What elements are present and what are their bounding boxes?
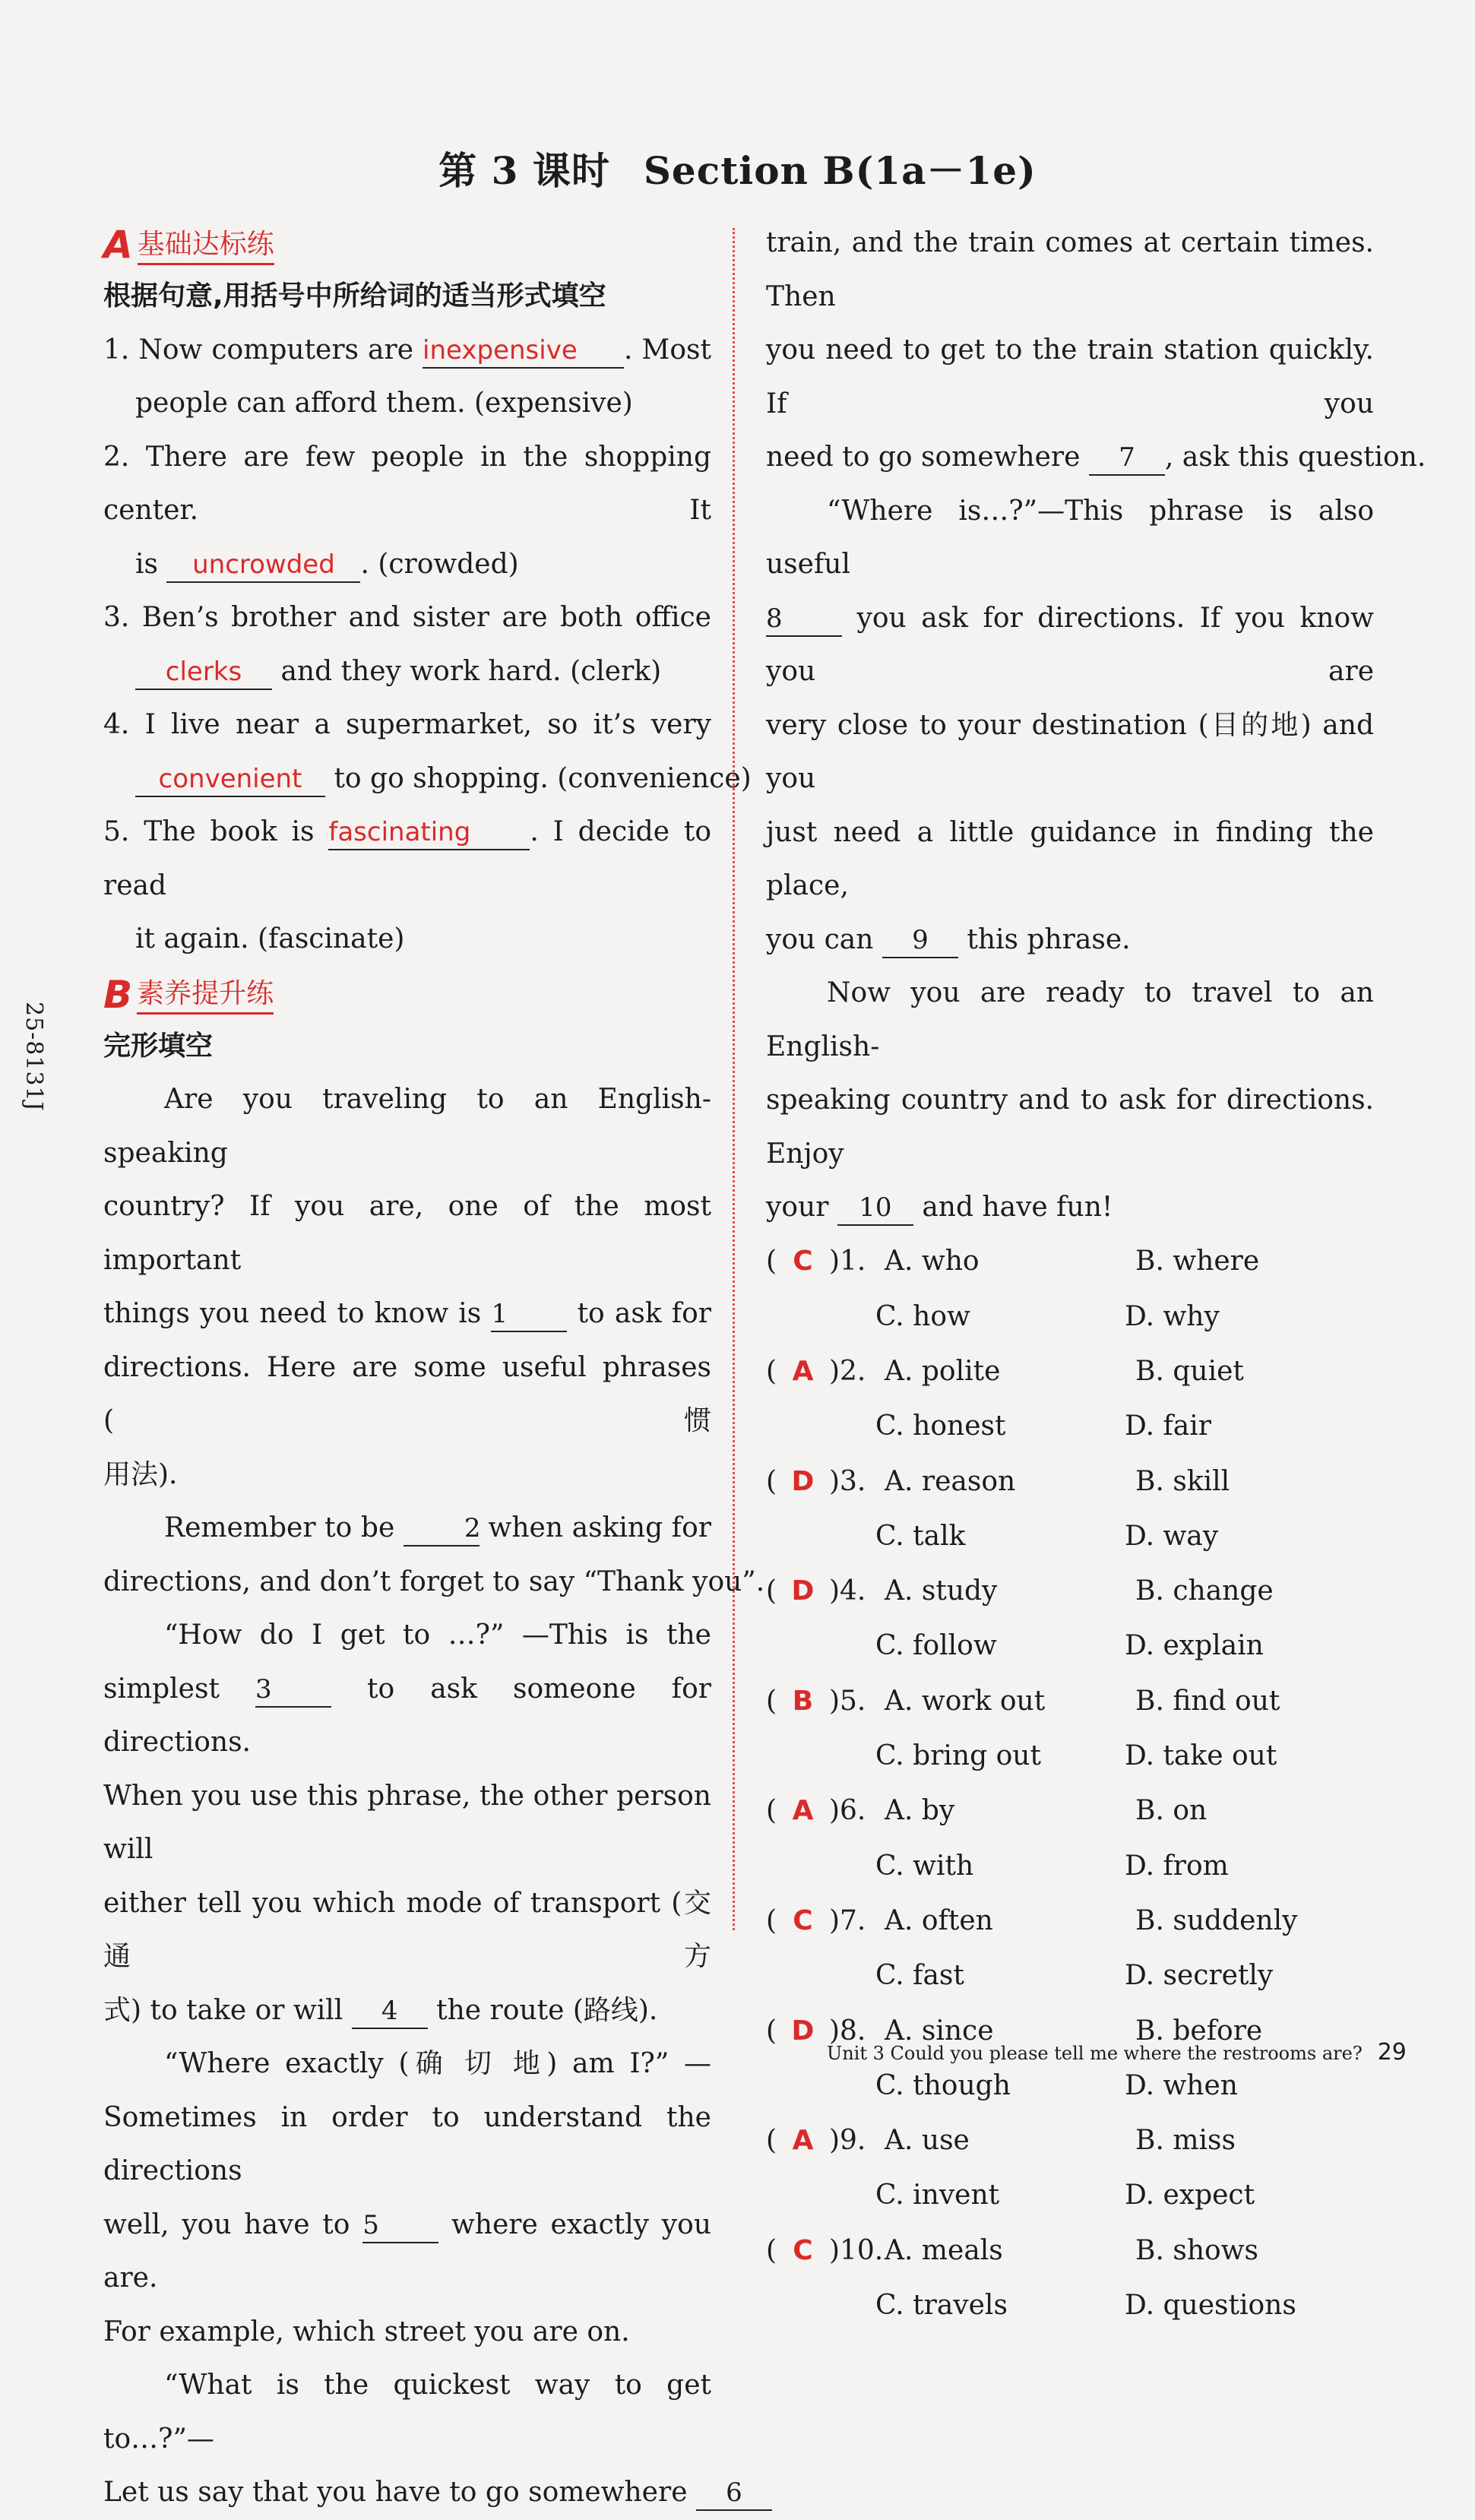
passage-line: 用法).	[103, 1458, 178, 1490]
chosen-answer: A	[792, 1355, 814, 1387]
column-divider	[733, 228, 735, 1930]
section-b-instruction: 完形填空	[103, 1030, 214, 1062]
option-a: A. use	[885, 2125, 970, 2157]
section-a-header	[103, 217, 711, 270]
option-c: C. with	[875, 1850, 974, 1882]
cloze-blank-10: 10	[837, 1191, 913, 1226]
footer-unit-title: Unit 3 Could you please tell me where the restrooms are?	[827, 2043, 1363, 2064]
option-a: A. study	[885, 1575, 998, 1607]
chosen-answer: C	[793, 1246, 813, 1277]
section-b-letter: B	[103, 972, 133, 1017]
answer-blank-2: uncrowded	[166, 548, 360, 583]
passage-line: Now you are ready to travel to an English-	[766, 977, 1374, 1062]
answer-bracket: ( A )9.	[766, 2114, 880, 2168]
option-b: B. before	[1135, 2015, 1263, 2047]
passage-line: either tell you which mode of transport (交通方	[103, 1887, 711, 1972]
passage-line: Sometimes in order to understand the directions	[103, 2101, 711, 2186]
passage-line: your 10 and have fun!	[766, 1181, 1374, 1235]
question-number: 6.	[840, 1795, 866, 1827]
passage-line: very close to your destination (目的地) and you	[766, 709, 1374, 794]
passage-line: train, and the train comes at certain times. Then	[766, 227, 1374, 312]
passage-line: 8 you ask for directions. If you know you are	[766, 602, 1374, 687]
chosen-answer: B	[792, 1685, 814, 1717]
option-d: D. fair	[1125, 1410, 1211, 1442]
answer-bracket: ( D )3.	[766, 1455, 880, 1509]
chosen-answer: C	[793, 1904, 813, 1936]
question-number: 10.	[840, 2234, 884, 2266]
choice-question-row2	[766, 2059, 1374, 2113]
passage-line: you can 9 this phrase.	[766, 913, 1374, 967]
passage-line: “What is the quickest way to get to…?”—	[103, 2370, 711, 2455]
option-a: A. reason	[885, 1465, 1016, 1497]
option-b: B. shows	[1135, 2234, 1258, 2266]
question-number: 4.	[840, 1575, 866, 1607]
option-b: B. find out	[1135, 1685, 1280, 1717]
option-c: C. honest	[875, 1410, 1006, 1442]
choice-question-row2	[766, 1949, 1374, 2003]
passage-line: things you need to know is 1 to ask for	[103, 1287, 711, 1341]
option-d: D. questions	[1125, 2290, 1296, 2322]
option-b: B. on	[1135, 1795, 1208, 1827]
question-number: 7.	[840, 1904, 866, 1936]
answer-bracket: ( C )1.	[766, 1235, 880, 1289]
option-a: A. work out	[885, 1685, 1046, 1717]
option-b: B. where	[1135, 1246, 1260, 1277]
passage-line: speaking country and to ask for directions. Enjoy	[766, 1084, 1374, 1170]
option-a: A. polite	[885, 1355, 1001, 1387]
passage-line: country? If you are, one of the most important	[103, 1191, 711, 1276]
section-b-header	[103, 967, 711, 1020]
passage-line: directions. Here are some useful phrases (惯	[103, 1351, 711, 1436]
option-d: D. expect	[1125, 2180, 1255, 2211]
option-a: A. meals	[885, 2234, 1003, 2266]
cloze-blank-1: 1	[491, 1297, 567, 1332]
page-title	[0, 141, 1475, 195]
section-name: Section B(1a－1e)	[643, 148, 1037, 193]
option-b: B. miss	[1135, 2125, 1236, 2157]
choice-question	[766, 1455, 1374, 1509]
passage-line: For example, which street you are on.	[103, 2316, 630, 2347]
passage-line: Are you traveling to an English-speaking	[103, 1084, 711, 1169]
option-c: C. travels	[875, 2290, 1008, 2322]
chosen-answer: A	[792, 2125, 814, 2157]
choice-question	[766, 2113, 1374, 2168]
choice-question	[766, 1235, 1374, 1290]
option-c: C. though	[875, 2069, 1011, 2101]
question-number: 5.	[840, 1685, 866, 1717]
choice-question-row2	[766, 2169, 1374, 2224]
option-b: B. suddenly	[1135, 1904, 1298, 1936]
passage-line: simplest 3 to ask someone for directions.	[103, 1673, 711, 1758]
answer-blank-3: clerks	[135, 655, 272, 690]
cloze-blank-2: 2	[404, 1512, 480, 1547]
option-a: A. since	[885, 2015, 994, 2047]
option-d: D. why	[1125, 1300, 1220, 1332]
question-1-line2: people can afford them. (expensive)	[135, 388, 633, 419]
choice-question-row2	[766, 1729, 1374, 1784]
section-a-letter: A	[103, 222, 133, 267]
option-d: D. way	[1125, 1520, 1219, 1552]
option-c: C. invent	[875, 2180, 1000, 2211]
passage-line: directions, and don’t forget to say “Thank you”.	[103, 1566, 765, 1597]
question-4: 4. I live near a supermarket, so it’s very	[103, 709, 711, 740]
answer-bracket: ( B )5.	[766, 1675, 880, 1729]
option-d: D. when	[1125, 2069, 1238, 2101]
choice-question-row2	[766, 1839, 1374, 1894]
answer-bracket: ( D )8.	[766, 2005, 880, 2059]
passage-line: need to go somewhere 7 , ask this question.	[766, 431, 1374, 485]
choice-question	[766, 1564, 1374, 1619]
cloze-blank-7: 7	[1089, 441, 1165, 476]
choice-question	[766, 1894, 1374, 1949]
passage-line: “Where is…?”—This phrase is also useful	[766, 495, 1374, 580]
page-number: 29	[1377, 2039, 1407, 2066]
option-c: C. follow	[875, 1630, 997, 1662]
section-a-label: 基础达标练	[138, 229, 274, 265]
passage-line: 式) to take or will 4 the route (路线).	[103, 1984, 711, 2038]
passage-line: you need to get to the train station quickly. If you	[766, 334, 1374, 419]
cloze-blank-8: 8	[766, 602, 842, 637]
choice-question-row2	[766, 1290, 1374, 1344]
option-d: D. secretly	[1125, 1960, 1274, 1992]
question-number: 8.	[840, 2015, 866, 2047]
chosen-answer: D	[791, 1575, 815, 1607]
option-d: D. take out	[1125, 1740, 1277, 1772]
passage-line: just need a little guidance in finding the place,	[766, 816, 1374, 901]
choice-question	[766, 1784, 1374, 1838]
passage-line: Let us say that you have to go somewhere 6	[103, 2466, 711, 2520]
question-3: 3. Ben’s brother and sister are both office	[103, 602, 711, 633]
cloze-blank-3: 3	[255, 1673, 331, 1708]
choice-question-row2	[766, 1509, 1374, 1564]
option-c: C. talk	[875, 1520, 966, 1552]
question-number: 1.	[840, 1246, 866, 1277]
question-1: 1. Now computers are inexpensive . Most	[103, 324, 711, 378]
option-b: B. skill	[1135, 1465, 1230, 1497]
option-b: B. quiet	[1135, 1355, 1244, 1387]
question-number: 2.	[840, 1355, 866, 1387]
passage-line: “How do I get to …?” —This is the	[164, 1619, 711, 1651]
option-c: C. bring out	[875, 1740, 1041, 1772]
section-a-instruction: 根据句意,用括号中所给词的适当形式填空	[103, 280, 606, 312]
passage-line: “Where exactly (确 切 地) am I?” —	[164, 2048, 711, 2079]
passage-line: When you use this phrase, the other person will	[103, 1780, 711, 1865]
question-number: 9.	[840, 2125, 866, 2157]
option-a: A. by	[885, 1795, 955, 1827]
lesson-number: 第 3 课时	[438, 148, 610, 193]
choice-question-list	[766, 1235, 1374, 2334]
question-4-line2: convenient to go shopping. (convenience)	[103, 752, 711, 806]
choice-question	[766, 1674, 1374, 1729]
question-3-line2: clerks and they work hard. (clerk)	[103, 645, 711, 699]
option-d: D. from	[1125, 1850, 1229, 1882]
answer-bracket: ( A )2.	[766, 1345, 880, 1399]
answer-bracket: ( C )10.	[766, 2224, 880, 2278]
option-c: C. fast	[875, 1960, 964, 1992]
choice-question	[766, 2224, 1374, 2278]
answer-blank-5: fascinating	[328, 815, 530, 850]
passage-line: Remember to be 2 when asking for	[103, 1502, 711, 1556]
cloze-blank-4: 4	[352, 1994, 428, 2029]
cloze-blank-5: 5	[362, 2208, 438, 2243]
option-a: A. who	[885, 1246, 980, 1277]
choice-question-row2	[766, 2278, 1374, 2333]
question-number: 3.	[840, 1465, 866, 1497]
option-b: B. change	[1135, 1575, 1274, 1607]
left-column	[103, 217, 765, 2520]
choice-question-row2	[766, 1399, 1374, 1454]
side-code: 25-8131J	[21, 1002, 47, 1112]
answer-blank-4: convenient	[135, 762, 325, 797]
page-footer	[827, 2039, 1407, 2066]
choice-question	[766, 1344, 1374, 1399]
question-2: 2. There are few people in the shopping center. It	[103, 441, 711, 526]
option-c: C. how	[875, 1300, 970, 1332]
option-d: D. explain	[1125, 1630, 1264, 1662]
answer-blank-1: inexpensive	[423, 334, 624, 369]
cloze-blank-9: 9	[882, 923, 958, 958]
question-5-line2: it again. (fascinate)	[135, 923, 405, 954]
section-b-label: 素养提升练	[137, 978, 274, 1015]
chosen-answer: A	[792, 1795, 814, 1827]
cloze-blank-6: 6	[696, 2476, 772, 2511]
chosen-answer: C	[793, 2234, 813, 2266]
choice-question-row2	[766, 1619, 1374, 1674]
answer-bracket: ( C )7.	[766, 1895, 880, 1949]
question-2-line2: is uncrowded . (crowded)	[103, 538, 711, 592]
answer-bracket: ( D )4.	[766, 1565, 880, 1619]
chosen-answer: D	[791, 2015, 815, 2047]
option-a: A. often	[885, 1904, 993, 1936]
question-5: 5. The book is fascinating . I decide to read	[103, 816, 711, 901]
chosen-answer: D	[791, 1465, 815, 1497]
answer-bracket: ( A )6.	[766, 1784, 880, 1838]
passage-line: well, you have to 5 where exactly you are.	[103, 2208, 711, 2294]
